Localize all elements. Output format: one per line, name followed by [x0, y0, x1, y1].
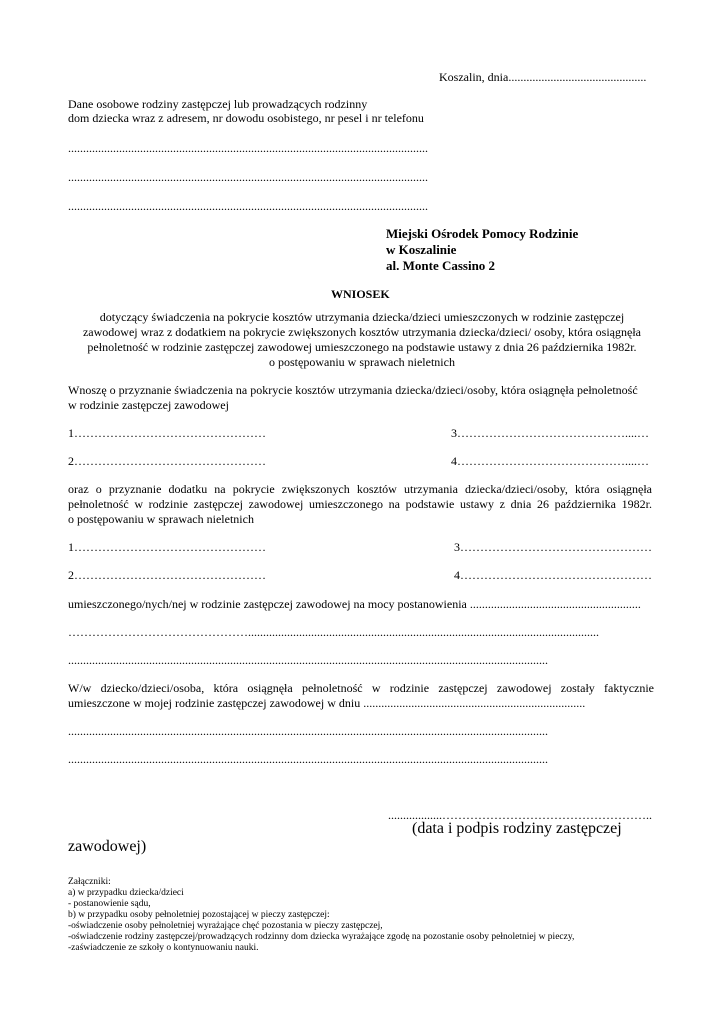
actual-placement-field-2[interactable]: ................................................................................................................................................................ — [68, 724, 548, 738]
placement-order-field-3[interactable]: ................................................................................................................................................................ — [68, 653, 548, 667]
document-title: WNIOSEK — [331, 287, 390, 301]
attachment-item: -zaświadczenie ze szkoły o kontynuowaniu nauki. — [68, 943, 259, 953]
request2-child-field-4[interactable]: 4………………………………………… — [454, 568, 652, 582]
applicant-field-3[interactable]: ........................................................................................................................ — [68, 199, 428, 213]
request1-child-field-3[interactable]: 3……………………………………....… — [451, 426, 649, 440]
request1-child-field-1[interactable]: 1………………………………………… — [68, 426, 266, 440]
recipient-line1: Miejski Ośrodek Pomocy Rodzinie — [386, 226, 579, 241]
request2-child-field-3[interactable]: 3………………………………………… — [454, 540, 652, 554]
applicant-label-line2: dom dziecka wraz z adresem, nr dowodu osobistego, nr pesel i nr telefonu — [68, 111, 424, 125]
actual-placement-line1: W/w dziecko/dzieci/osoba, która osiągnęła pełnoletność w rodzinie zastępczej zawodowej zostały faktycznie — [68, 681, 654, 695]
subject-line4: o postępowaniu w sprawach nieletnich — [269, 355, 455, 369]
signature-label-cont: zawodowej) — [68, 838, 147, 855]
applicant-field-1[interactable]: ........................................................................................................................ — [68, 141, 428, 155]
request1-line1: Wnoszę o przyznanie świadczenia na pokrycie kosztów utrzymania dziecka/dzieci/osoby, która osiągnęła pełnoletność — [68, 383, 638, 397]
request2-line3: o postępowaniu w sprawach nieletnich — [68, 512, 254, 526]
attachment-item: - postanowienie sądu, — [68, 899, 151, 909]
attachment-item: b) w przypadku osoby pełnoletniej pozostającej w pieczy zastępczej: — [68, 910, 330, 920]
request1-line2: w rodzinie zastępczej zawodowej — [68, 398, 229, 412]
recipient-line3: al. Monte Cassino 2 — [386, 258, 496, 273]
applicant-field-2[interactable]: ........................................................................................................................ — [68, 170, 428, 184]
placement-order-field-2[interactable]: ………………………………………..................................................................................................................... — [68, 625, 599, 639]
attachment-item: a) w przypadku dziecka/dzieci — [68, 888, 184, 898]
signature-field[interactable]: ..................…………………………………………….. — [388, 808, 652, 822]
actual-placement-field-3[interactable]: ................................................................................................................................................................ — [68, 752, 548, 766]
request1-child-field-2[interactable]: 2………………………………………… — [68, 454, 266, 468]
attachment-item: -oświadczenie rodziny zastępczej/prowadzących rodzinny dom dziecka wyrażające zgodę na pozostanie osoby pełnoletniej w pieczy, — [68, 932, 575, 942]
request2-line1: oraz o przyznanie dodatku na pokrycie zwiększonych kosztów utrzymania dziecka/dzieci/osoby, która osiągnęła — [68, 482, 652, 496]
actual-placement-date-field[interactable]: umieszczone w mojej rodzinie zastępczej zawodowej w dniu .......................................................................... — [68, 696, 586, 710]
request2-child-field-2[interactable]: 2………………………………………… — [68, 568, 266, 582]
attachment-item: -oświadczenie osoby pełnoletniej wyrażające chęć pozostania w pieczy zastępczej, — [68, 921, 383, 931]
place-date-line[interactable]: Koszalin, dnia.............................................. — [439, 70, 647, 84]
request2-line2: pełnoletność w rodzinie zastępczej zawodowej umieszczonego na podstawie ustawy z dnia 26 października 1982r. — [68, 497, 652, 511]
subject-line1: dotyczący świadczenia na pokrycie kosztów utrzymania dziecka/dzieci umieszczonych w rodzinie zastępczej — [99, 310, 625, 324]
placement-order-field[interactable]: umieszczonego/nych/nej w rodzinie zastępczej zawodowej na mocy postanowienia ......................................................... — [68, 597, 641, 611]
request1-child-field-4[interactable]: 4……………………………………....… — [451, 454, 649, 468]
applicant-label-line1: Dane osobowe rodziny zastępczej lub prowadzących rodzinny — [68, 97, 368, 111]
request2-child-field-1[interactable]: 1………………………………………… — [68, 540, 266, 554]
subject-line3: pełnoletność w rodzinie zastępczej zawodowej umieszczonego na podstawie ustawy z dnia 26 października 1982r. — [87, 340, 637, 354]
subject-line2: zawodowej wraz z dodatkiem na pokrycie zwiększonych kosztów utrzymania dziecka/dzieci/ osoby, która osiągnęła — [82, 325, 641, 339]
recipient-line2: w Koszalinie — [386, 242, 457, 257]
attachments-heading: Załączniki: — [68, 877, 111, 887]
signature-label: (data i podpis rodziny zastępczej — [412, 820, 622, 837]
